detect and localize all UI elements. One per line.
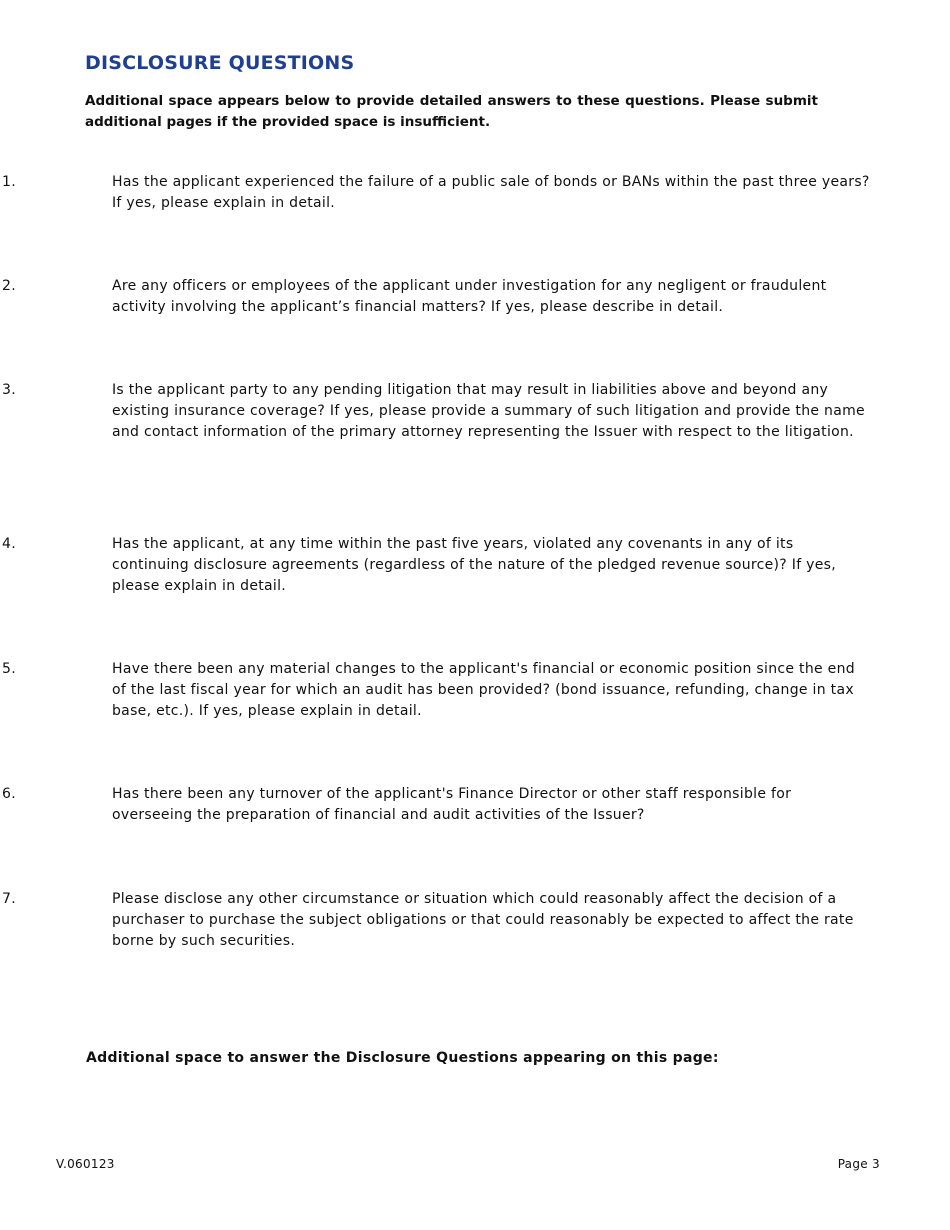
question-number: 2. <box>2 278 16 294</box>
question-number: 1. <box>2 174 16 190</box>
question-text: Are any officers or employees of the applicant under investigation for any negligent or fraudulent activity involving the applicant’s financial matters? If yes, please describe in detail. <box>112 278 827 315</box>
question-text: Has the applicant experienced the failure of a public sale of bonds or BANs within the past three years? If yes, please explain in detail. <box>112 174 870 211</box>
question-number: 7. <box>2 891 16 907</box>
question-text: Have there been any material changes to the applicant's financial or economic position since the end of the last fiscal year for which an audit has been provided? (bond issuance, refunding, change in tax base, etc.). If yes, please explain in detail. <box>112 661 855 719</box>
footer-version: V.060123 <box>56 1157 115 1171</box>
intro-instructions: Additional space appears below to provide detailed answers to these questions. Please submit additional pages if the provided space is insufficient. <box>85 93 818 130</box>
page-title: DISCLOSURE QUESTIONS <box>85 52 355 74</box>
question-text: Has the applicant, at any time within the past five years, violated any covenants in any of its continuing disclosure agreements (regardless of the nature of the pledged revenue source)? If yes, please explain in detail. <box>112 536 837 594</box>
question-text: Has there been any turnover of the applicant's Finance Director or other staff responsible for overseeing the preparation of financial and audit activities of the Issuer? <box>112 786 792 823</box>
question-number: 5. <box>2 661 16 677</box>
footer-page-number: Page 3 <box>837 1157 880 1171</box>
additional-space-label: Additional space to answer the Disclosure Questions appearing on this page: <box>86 1050 719 1066</box>
question-text: Please disclose any other circumstance or situation which could reasonably affect the decision of a purchaser to purchase the subject obligations or that could reasonably be expected to affect the rate borne by such securities. <box>112 891 854 949</box>
question-text: Is the applicant party to any pending litigation that may result in liabilities above and beyond any existing insurance coverage? If yes, please provide a summary of such litigation and provide the name and contact information of the primary attorney representing the Issuer with respect to the litigation. <box>112 382 865 440</box>
question-number: 3. <box>2 382 16 398</box>
question-number: 4. <box>2 536 16 552</box>
question-number: 6. <box>2 786 16 802</box>
